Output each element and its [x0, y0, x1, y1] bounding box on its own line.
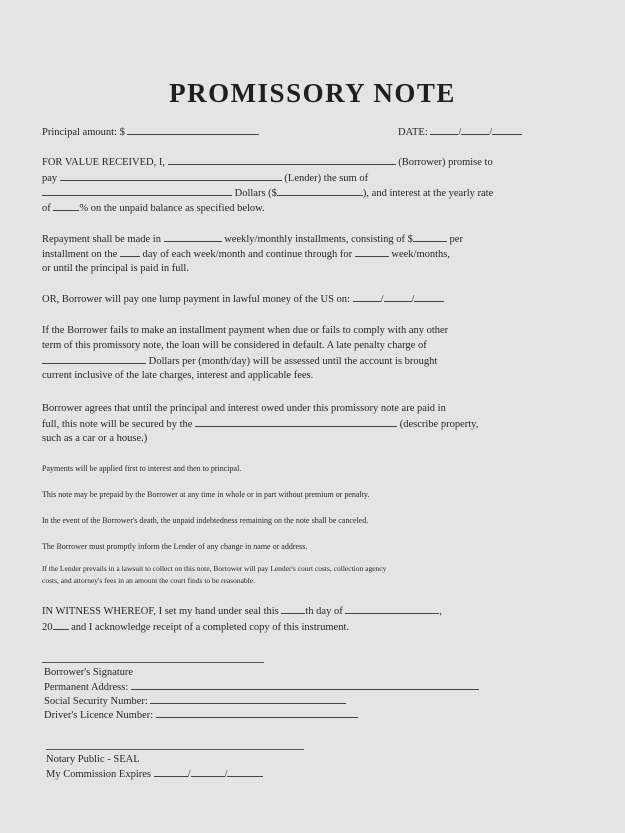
duration-field[interactable]: [355, 247, 389, 257]
default-line-4: current inclusive of the late charges, interest and applicable fees.: [42, 370, 314, 381]
witness-line-2: [42, 620, 349, 634]
secured-by-text: full, this note will be secured by the: [42, 419, 193, 430]
lump-month-field[interactable]: [353, 292, 381, 302]
interest-text: ), and interest at the yearly rate: [362, 188, 494, 199]
pay-text: pay: [42, 173, 58, 184]
date-line: [398, 125, 522, 139]
repayment-line-1: [42, 232, 463, 246]
borrower-name-field[interactable]: [168, 155, 396, 165]
dollars-line: [42, 186, 493, 200]
notary-seal-label: Notary Public - SEAL: [46, 754, 140, 765]
date-separator: /: [187, 769, 191, 780]
lump-payment-text: OR, Borrower will pay one lump payment in lawful money of the US on:: [42, 294, 350, 305]
describe-property-text: (describe property,: [399, 419, 479, 430]
permanent-address-line: [44, 680, 479, 694]
unpaid-balance-text: % on the unpaid balance as specified below.: [79, 203, 265, 214]
notary-signature-line[interactable]: [46, 749, 304, 750]
per-text: per: [449, 234, 463, 245]
property-field[interactable]: [195, 417, 397, 427]
commission-year-field[interactable]: [227, 767, 263, 777]
repayment-line-3: or until the principal is paid in full.: [42, 263, 189, 274]
lender-text: (Lender) the sum of: [284, 173, 369, 184]
date-separator: /: [411, 294, 415, 305]
witness-line-1: IN WITNESS WHEREOF, I set my hand under seal this th day of ,: [42, 606, 442, 617]
ssn-line: [44, 694, 346, 708]
borrower-text: (Borrower) promise to: [398, 157, 493, 168]
week-months-text: week/months,: [391, 249, 451, 260]
principal-line: [42, 125, 259, 139]
ssn-label: Social Security Number:: [44, 696, 148, 707]
date-day-field[interactable]: [461, 125, 489, 135]
late-penalty-text: Dollars per (month/day) will be assessed until the account is brought: [148, 356, 438, 367]
secured-line-2: [42, 417, 478, 431]
year-prefix: 20: [42, 622, 53, 633]
dollars-text: Dollars ($: [234, 188, 277, 199]
licence-line: [44, 708, 358, 722]
installment-count-field[interactable]: [164, 232, 222, 242]
date-label: DATE:: [398, 127, 428, 138]
ssn-field[interactable]: [150, 694, 346, 704]
amount-words-field[interactable]: [42, 186, 232, 196]
witness-day-field[interactable]: [281, 604, 305, 614]
clause-address-change: The Borrower must promptly inform the Lender of any change in name or address.: [42, 542, 308, 551]
clause-interest-first: Payments will be applied first to interest and then to principal.: [42, 464, 242, 473]
acknowledge-text: and I acknowledge receipt of a completed copy of this instrument.: [71, 622, 349, 633]
date-separator: /: [489, 127, 493, 138]
witness-year-field[interactable]: [53, 620, 69, 630]
commission-expires-label: My Commission Expires: [46, 769, 152, 780]
clause-lawsuit-2: costs, and attorney's fees in an amount the court finds to be reasonable.: [42, 576, 255, 585]
date-month-field[interactable]: [430, 125, 458, 135]
witness-month-field[interactable]: [345, 604, 439, 614]
document-title: PROMISSORY NOTE: [169, 78, 456, 108]
borrower-signature-label: Borrower's Signature: [44, 667, 134, 678]
interest-rate-field[interactable]: [53, 201, 79, 211]
value-received-line: [42, 155, 493, 169]
date-year-field[interactable]: [492, 125, 522, 135]
interest-rate-line: [42, 201, 265, 215]
value-received-text: FOR VALUE RECEIVED, I,: [42, 157, 165, 168]
day-of-text: th day of: [305, 606, 343, 617]
late-penalty-field[interactable]: [42, 354, 146, 364]
amount-numeric-field[interactable]: [277, 186, 363, 196]
secured-line-1: Borrower agrees that until the principal and interest owed under this promissory note are paid in: [42, 403, 446, 414]
pay-line: [42, 171, 368, 185]
clause-death: In the event of the Borrower's death, the unpaid indebtedness remaining on the note shall be canceled.: [42, 516, 369, 525]
continue-text: day of each week/month and continue through for: [142, 249, 353, 260]
of-text: of: [42, 203, 51, 214]
lump-year-field[interactable]: [414, 292, 444, 302]
principal-amount-field[interactable]: [127, 125, 259, 135]
clause-prepay: This note may be prepaid by the Borrower at any time in whole or in part without premium or penalty.: [42, 490, 370, 499]
repayment-text: Repayment shall be made in: [42, 234, 161, 245]
secured-line-3: such as a car or a house.): [42, 433, 148, 444]
date-separator: /: [224, 769, 228, 780]
permanent-address-label: Permanent Address:: [44, 682, 129, 693]
installment-day-field[interactable]: [120, 247, 140, 257]
commission-day-field[interactable]: [191, 767, 225, 777]
date-separator: /: [380, 294, 384, 305]
permanent-address-field[interactable]: [131, 680, 479, 690]
default-line-1: If the Borrower fails to make an installment payment when due or fails to comply with any other: [42, 325, 449, 336]
lump-payment-line: [42, 292, 444, 306]
lender-name-field[interactable]: [60, 171, 282, 181]
principal-label: Principal amount: $: [42, 127, 125, 138]
installment-on-text: installment on the: [42, 249, 118, 260]
licence-field[interactable]: [156, 708, 358, 718]
default-line-3: [42, 354, 437, 368]
licence-label: Driver's Licence Number:: [44, 710, 154, 721]
repayment-line-2: [42, 247, 450, 261]
installment-amount-field[interactable]: [413, 232, 447, 242]
commission-expires-line: [46, 767, 263, 781]
installment-text: weekly/monthly installments, consisting of $: [224, 234, 413, 245]
borrower-signature-line[interactable]: [42, 662, 264, 663]
lump-day-field[interactable]: [384, 292, 412, 302]
clause-lawsuit-1: If the Lender prevails in a lawsuit to collect on this note, Borrower will pay Lender's court costs, collection agency: [42, 564, 387, 573]
default-line-2: term of this promissory note, the loan will be considered in default. A late penalty charge of: [42, 340, 427, 351]
witness-text: IN WITNESS WHEREOF, I set my hand under seal this: [42, 606, 279, 617]
commission-month-field[interactable]: [154, 767, 188, 777]
date-separator: /: [458, 127, 462, 138]
